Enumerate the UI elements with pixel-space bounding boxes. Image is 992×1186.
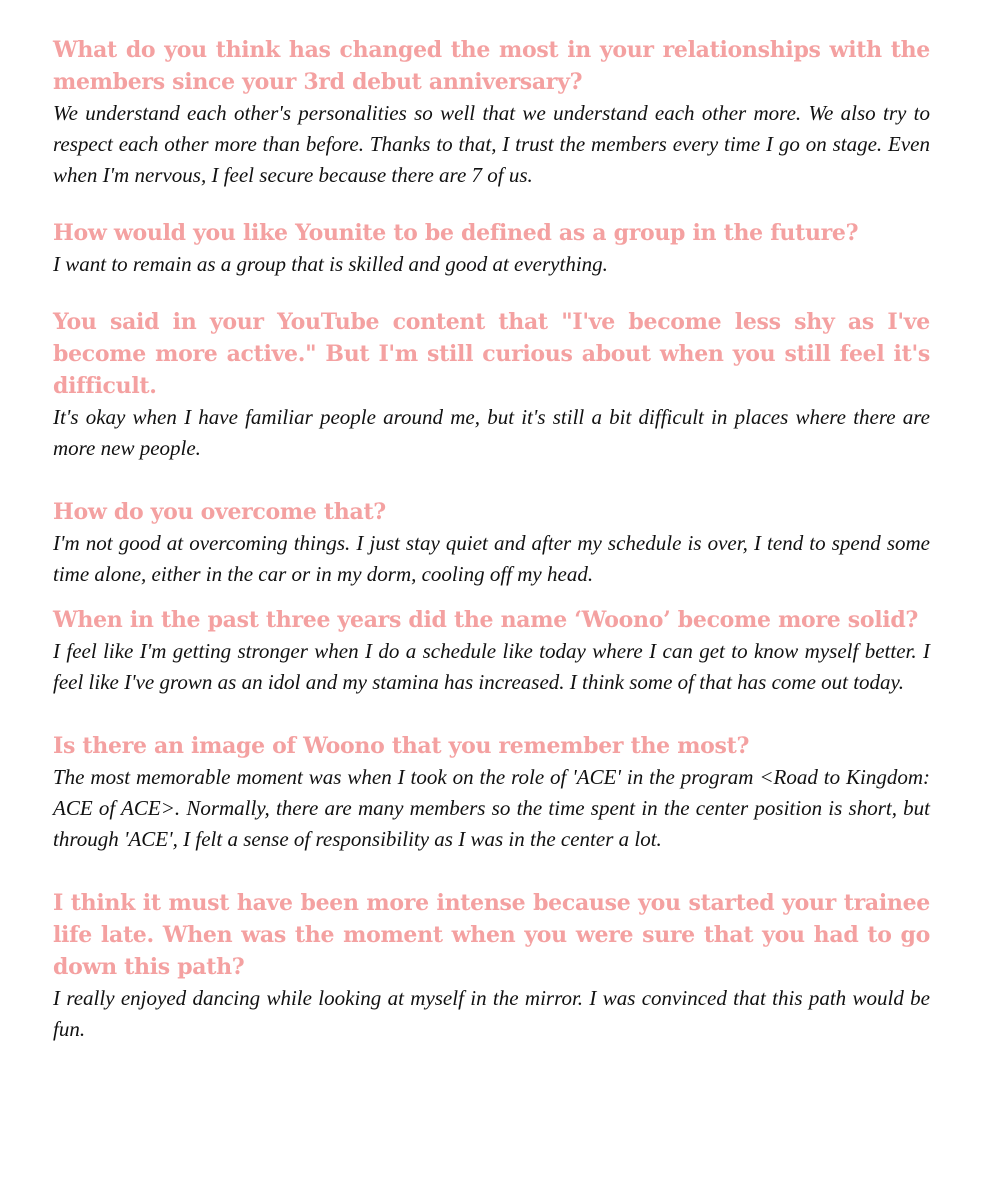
question-5: When in the past three years did the name ‘Woono’ become more solid? (53, 607, 919, 633)
answer-6: The most memorable moment was when I took on the role of 'ACE' in the program <Road to Kingdom: ACE of ACE>. Normally, there are many members so the time spent in the center position is short, but through 'ACE', I felt a sense of responsibility as I was in the center a lot. (53, 765, 930, 851)
qa-block-5 (53, 604, 930, 698)
question-1: What do you think has changed the most in your relationships with the members since your 3rd debut anniversary? (53, 37, 930, 95)
answer-2: I want to remain as a group that is skilled and good at everything. (53, 252, 608, 276)
qa-block-2 (53, 217, 930, 280)
qa-block-4 (53, 496, 930, 590)
qa-block-1 (53, 34, 930, 191)
interview-document (53, 34, 930, 1045)
answer-1: We understand each other's personalities so well that we understand each other more. We also try to respect each other more than before. Thanks to that, I trust the members every time I go on stage. Even when I'm nervous, I feel secure because there are 7 of us. (53, 101, 930, 187)
question-2: How would you like Younite to be defined as a group in the future? (53, 220, 859, 246)
qa-block-7 (53, 887, 930, 1045)
question-6: Is there an image of Woono that you remember the most? (53, 733, 750, 759)
answer-3: It's okay when I have familiar people around me, but it's still a bit difficult in places where there are more new people. (53, 405, 930, 460)
qa-block-6 (53, 730, 930, 855)
answer-5: I feel like I'm getting stronger when I do a schedule like today where I can get to know myself better. I feel like I've grown as an idol and my stamina has increased. I think some of that has come out today. (53, 639, 930, 694)
answer-7: I really enjoyed dancing while looking at myself in the mirror. I was convinced that this path would be fun. (53, 986, 930, 1041)
qa-block-3 (53, 306, 930, 464)
question-4: How do you overcome that? (53, 499, 386, 525)
question-3: You said in your YouTube content that "I've become less shy as I've become more active." But I'm still curious about when you still feel it's difficult. (53, 309, 930, 399)
answer-4: I'm not good at overcoming things. I just stay quiet and after my schedule is over, I tend to spend some time alone, either in the car or in my dorm, cooling off my head. (53, 531, 930, 586)
question-7: I think it must have been more intense because you started your trainee life late. When was the moment when you were sure that you had to go down this path? (53, 890, 930, 980)
